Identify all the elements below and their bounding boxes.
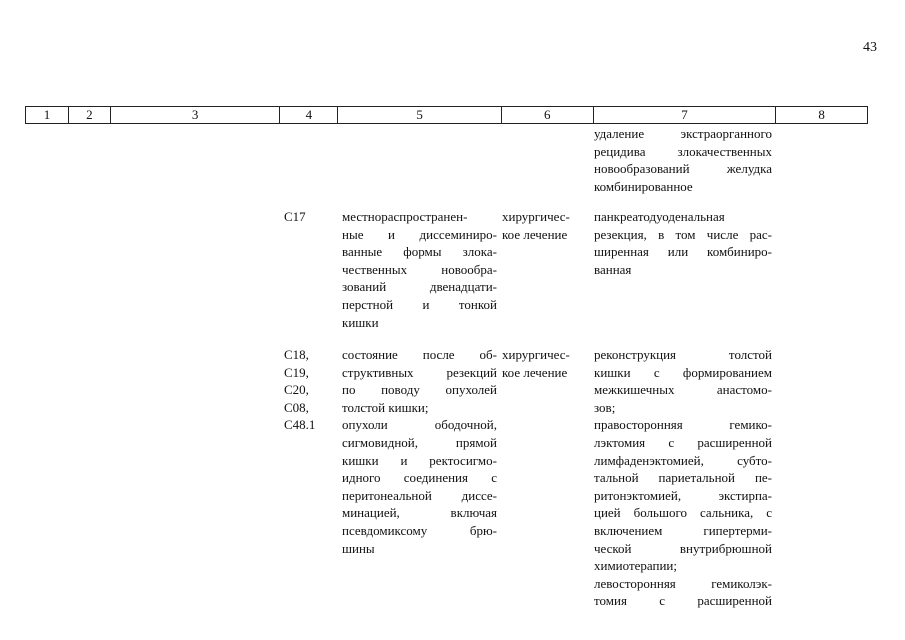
text-line: кое лечение [502, 364, 568, 380]
header-col-1: 1 [26, 107, 69, 123]
text-line: шины [342, 540, 375, 556]
text-line: чественных новообра- [342, 261, 497, 277]
text-line: химиотерапии; [594, 558, 678, 574]
block1-treatment-type [502, 208, 588, 243]
text-line: кишки [342, 314, 379, 330]
text-line: сигмовидной, прямой [342, 434, 497, 450]
header-col-2: 2 [69, 107, 111, 123]
text-line: кишки с формированием [594, 364, 772, 380]
block2-disease-model [342, 346, 497, 557]
text-line: C20, [284, 382, 309, 398]
text-line: C19, [284, 364, 309, 380]
text-line: томия с расширенной [594, 593, 772, 609]
text-line: толстой кишки; [342, 399, 429, 415]
text-line: ванные формы злока- [342, 244, 497, 260]
text-line: C17 [284, 209, 306, 224]
text-line: включением гипертерми- [594, 522, 772, 538]
text-line: опухоли ободочной, [342, 417, 497, 433]
text-line: местнораспространен- [342, 209, 468, 224]
text-line: левосторонняя гемиколэк- [594, 575, 772, 591]
header-col-5: 5 [338, 107, 502, 123]
text-line: минацией, включая [342, 505, 497, 521]
text-line: C18, [284, 347, 309, 362]
block1-icd-codes [284, 208, 334, 226]
text-line: тальной париетальной пе- [594, 470, 772, 486]
header-col-8: 8 [818, 107, 825, 122]
text-line: по поводу опухолей [342, 382, 497, 398]
block1-treatment-method [594, 208, 772, 278]
text-line: межкишечных анастомо- [594, 382, 772, 398]
text-line: комбинированное [594, 178, 693, 194]
text-line: ческой внутрибрюшной [594, 540, 772, 556]
text-line: кое лечение [502, 226, 568, 242]
text-line: хирургичес- [502, 347, 570, 362]
block0-treatment-method [594, 125, 772, 195]
text-line: хирургичес- [502, 209, 570, 224]
text-line: лимфаденэктомией, субто- [594, 452, 772, 468]
text-line: C08, [284, 399, 309, 415]
text-line: реконструкция толстой [594, 347, 772, 362]
block2-icd-codes [284, 346, 334, 434]
header-col-4: 4 [280, 107, 338, 123]
text-line: перстной и тонкой [342, 296, 497, 312]
text-line: идного соединения с [342, 470, 497, 486]
table-header-row [25, 106, 868, 124]
text-line: ширенная или комбиниро- [594, 244, 772, 260]
text-line: C48.1 [284, 417, 316, 433]
block2-treatment-method [594, 346, 772, 610]
text-line: рецидива злокачественных [594, 143, 772, 159]
text-line: новообразований желудка [594, 161, 772, 177]
text-line: правосторонняя гемико- [594, 417, 772, 433]
header-col-7: 7 [594, 107, 777, 123]
page-number: 43 [863, 40, 877, 55]
text-line: ритонэктомией, экстирпа- [594, 487, 772, 503]
text-line: цией большого сальника, с [594, 505, 772, 521]
text-line: зов; [594, 399, 616, 415]
block2-treatment-type [502, 346, 588, 381]
block1-disease-model [342, 208, 497, 331]
text-line: панкреатодуоденальная [594, 209, 725, 224]
text-line: структивных резекций [342, 364, 497, 380]
text-line: ванная [594, 261, 632, 277]
header-col-3: 3 [111, 107, 281, 123]
text-line: удаление экстраорганного [594, 126, 772, 141]
text-line: резекция, в том числе рас- [594, 226, 772, 242]
text-line: кишки и ректосигмо- [342, 452, 497, 468]
text-line: лэктомия с расширенной [594, 434, 772, 450]
text-line: зований двенадцати- [342, 279, 497, 295]
text-line: псевдомиксому брю- [342, 522, 497, 538]
text-line: перитонеальной диссе- [342, 487, 497, 503]
text-line: ные и диссеминиро- [342, 226, 497, 242]
header-col-6: 6 [502, 107, 594, 123]
text-line: состояние после об- [342, 347, 497, 362]
